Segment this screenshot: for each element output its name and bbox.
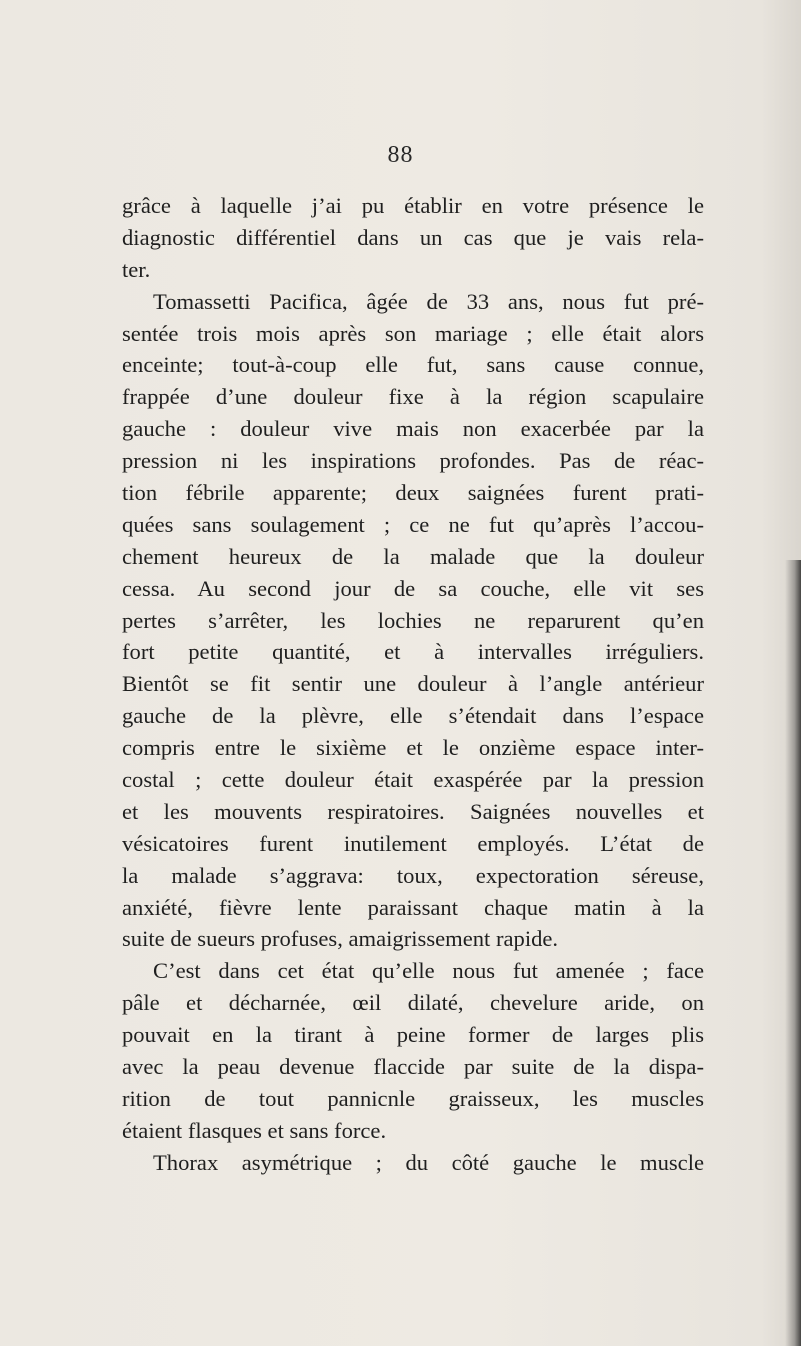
text-line: Tomassetti Pacifica, âgée de 33 ans, nous fut pré- (153, 288, 704, 314)
text-line: fort petite quantité, et à intervalles irréguliers. (122, 639, 704, 665)
text-line: grâce à laquelle j’ai pu établir en votre présence le (122, 193, 704, 218)
text-line: gauche : douleur vive mais non exacerbée par la (122, 416, 704, 442)
body-text (122, 190, 704, 1179)
text-line: anxiété, fièvre lente paraissant chaque matin à la (122, 894, 704, 920)
text-line: et les mouvents respiratoires. Saignées nouvelles et (122, 798, 704, 824)
text-line: Bientôt se fit sentir une douleur à l’angle antérieur (122, 671, 704, 697)
text-line: pâle et décharnée, œil dilaté, chevelure aride, on (122, 990, 704, 1016)
text-line: pression ni les inspirations profondes. Pas de réac- (122, 448, 704, 474)
text-line: C’est dans cet état qu’elle nous fut amenée ; face (153, 958, 704, 984)
text-line: costal ; cette douleur était exaspérée par la pression (122, 767, 704, 793)
text-line: ter. (122, 256, 151, 282)
text-line: suite de sueurs profuses, amaigrissement rapide. (122, 926, 559, 952)
text-line: la malade s’aggrava: toux, expectoration séreuse, (122, 862, 704, 888)
text-line: enceinte; tout-à-coup elle fut, sans cause connue, (122, 352, 704, 378)
text-line: quées sans soulagement ; ce ne fut qu’après l’accou- (122, 511, 704, 537)
text-line: étaient flasques et sans force. (122, 1117, 387, 1143)
text-line: avec la peau devenue flaccide par suite de la dispa- (122, 1054, 704, 1080)
text-line: compris entre le sixième et le onzième espace inter- (122, 735, 704, 761)
text-line: Thorax asymétrique ; du côté gauche le muscle (153, 1149, 704, 1175)
text-line: sentée trois mois après son mariage ; elle était alors (122, 320, 704, 346)
text-line: rition de tout pannicnle graisseux, les muscles (122, 1085, 704, 1111)
text-line: cessa. Au second jour de sa couche, elle vit ses (122, 575, 704, 601)
text-line: tion fébrile apparente; deux saignées furent prati- (122, 480, 704, 506)
page-number: 88 (387, 142, 414, 168)
text-line: diagnostic différentiel dans un cas que je vais rela- (122, 224, 704, 250)
text-line: gauche de la plèvre, elle s’étendait dans l’espace (122, 703, 704, 729)
text-line: chement heureux de la malade que la douleur (122, 543, 704, 569)
page-edge-shadow (785, 560, 801, 1346)
text-line: frappée d’une douleur fixe à la région scapulaire (122, 384, 704, 410)
text-line: pouvait en la tirant à peine former de larges plis (122, 1022, 704, 1048)
text-line: pertes s’arrêter, les lochies ne reparurent qu’en (122, 607, 704, 633)
text-line: vésicatoires furent inutilement employés. L’état de (122, 830, 704, 856)
